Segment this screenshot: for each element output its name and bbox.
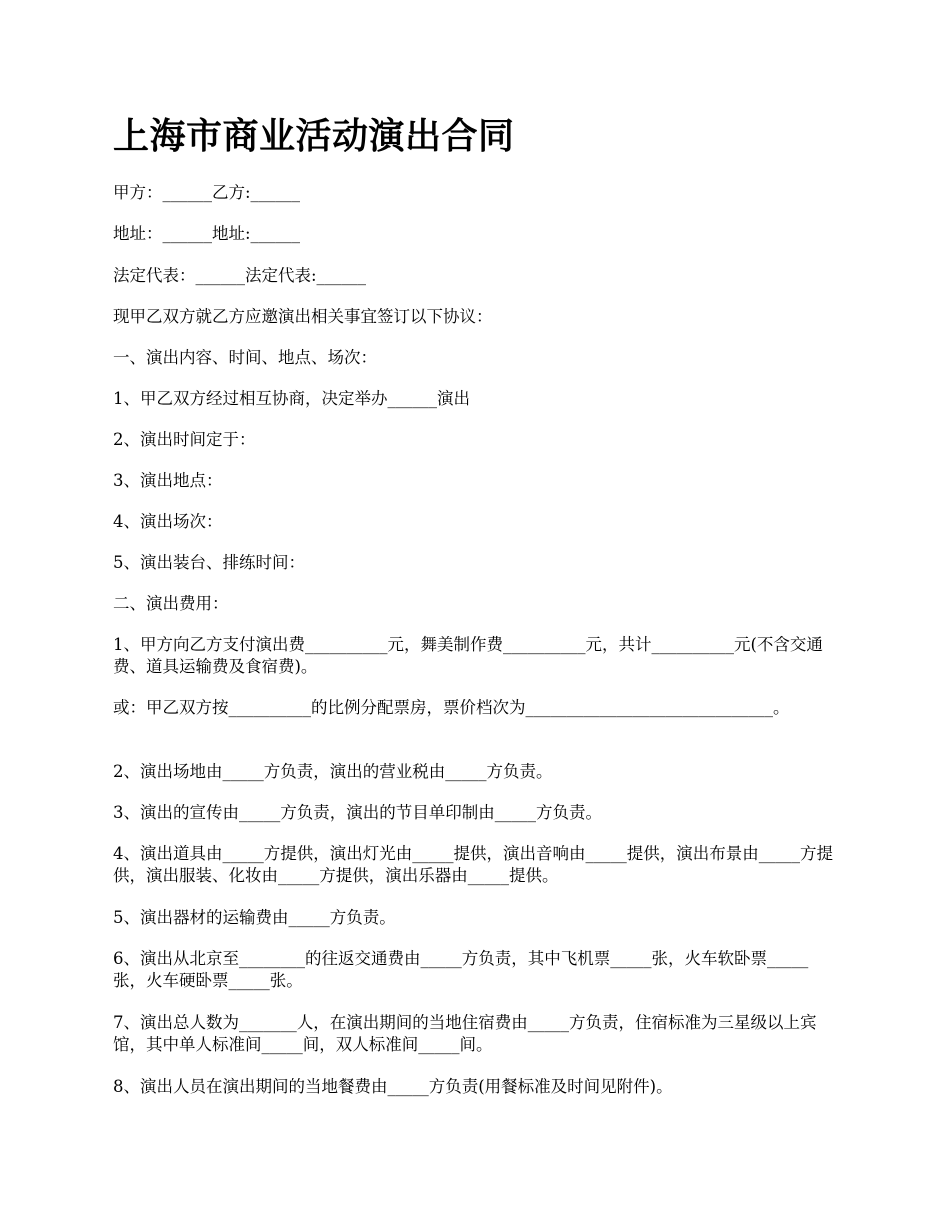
- clause-2-5: 5、演出器材的运输费由_____方负责。: [113, 908, 396, 927]
- legal-representative-line: 法定代表：______法定代表:______: [113, 266, 367, 285]
- section-heading-fees: 二、演出费用：: [113, 594, 229, 613]
- clause-2-6: 6、演出从北京至________的往返交通费由_____方负责，其中飞机票_____张，火车软卧票_____张，火车硬卧票_____张。: [113, 949, 809, 990]
- clause-1-1: 1、甲乙双方经过相互协商，决定举办______演出: [113, 389, 470, 408]
- agreement-intro: 现甲乙双方就乙方应邀演出相关事宜签订以下协议：: [113, 307, 493, 326]
- clause-2-8: 8、演出人员在演出期间的当地餐费由_____方负责(用餐标准及时间见附件)。: [113, 1077, 673, 1096]
- clause-2-1-alt: 或：甲乙双方按__________的比例分配票房，票价档次为______________________________。: [113, 698, 790, 717]
- clause-1-3: 3、演出地点：: [113, 471, 223, 490]
- clause-2-7: 7、演出总人数为_______人，在演出期间的当地住宿费由_____方负责，住宿标准为三星级以上宾馆，其中单人标准间_____间，双人标准间_____间。: [113, 1013, 817, 1054]
- clause-2-1: 1、甲方向乙方支付演出费__________元，舞美制作费__________元，共计__________元(不含交通费、道具运输费及食宿费)。: [113, 635, 823, 676]
- clause-1-5: 5、演出装台、排练时间：: [113, 553, 305, 572]
- address-line: 地址：______地址:______: [113, 224, 301, 243]
- clause-2-3: 3、演出的宣传由_____方负责，演出的节目单印制由_____方负责。: [113, 803, 602, 822]
- clause-2-4: 4、演出道具由_____方提供，演出灯光由_____提供，演出音响由_____提供，演出布景由_____方提供，演出服装、化妆由_____方提供，演出乐器由_____提供。: [113, 844, 833, 885]
- clause-1-4: 4、演出场次：: [113, 512, 223, 531]
- clause-2-2: 2、演出场地由_____方负责，演出的营业税由_____方负责。: [113, 762, 553, 781]
- party-names-line: 甲方：______乙方:______: [113, 183, 301, 202]
- page-title: 上海市商业活动演出合同: [113, 115, 515, 157]
- clause-1-2: 2、演出时间定于：: [113, 430, 256, 449]
- section-heading-performance: 一、演出内容、时间、地点、场次：: [113, 348, 377, 367]
